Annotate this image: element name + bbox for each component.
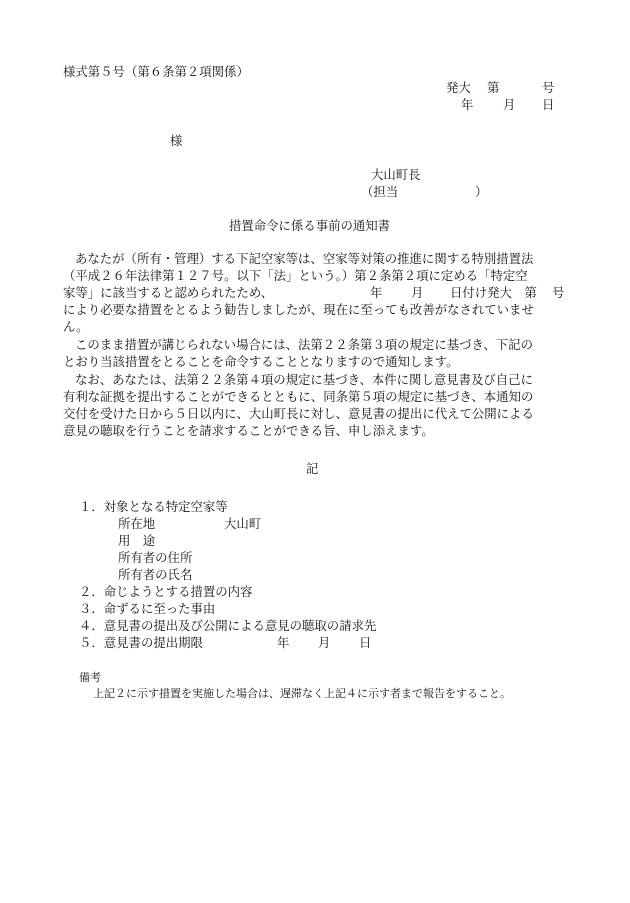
remarks-text: 上記２に示す措置を実施した場合は、遅滞なく上記４に示す者まで報告をすること。 bbox=[93, 687, 511, 700]
date-month: 月 bbox=[503, 97, 516, 112]
body-line: により必要な措置をとるよう勧告しましたが、現在に至っても改善がなされていませ bbox=[63, 302, 534, 317]
sender-title: 大山町長 bbox=[371, 167, 421, 182]
form-number: 様式第５号（第６条第２項関係） bbox=[63, 64, 249, 79]
body-month: 月 bbox=[411, 285, 424, 300]
doc-number-go: 号 bbox=[542, 80, 555, 95]
body-line: とおり当該措置をとることを命令することとなりますので通知します。 bbox=[63, 354, 459, 369]
body-go: 号 bbox=[552, 285, 565, 300]
item-5-year: 年 bbox=[277, 635, 290, 650]
doc-number-dai: 第 bbox=[487, 80, 500, 95]
item-1-owner-address: 所有者の住所 bbox=[118, 550, 193, 565]
body-line: 家等」に該当すると認められたため、 bbox=[63, 285, 274, 300]
item-5: ５．意見書の提出期限 bbox=[79, 635, 203, 650]
body-year: 年 bbox=[370, 285, 383, 300]
item-1-owner-name: 所有者の氏名 bbox=[118, 567, 193, 582]
document-title: 措置命令に係る事前の通知書 bbox=[229, 218, 391, 233]
ki-heading: 記 bbox=[306, 461, 319, 476]
sender-contact-open: （担当 bbox=[361, 184, 399, 199]
remarks-heading: 備考 bbox=[79, 671, 101, 684]
date-year: 年 bbox=[461, 97, 474, 112]
body-line: ん。 bbox=[63, 319, 89, 334]
item-1-use-label: 用 途 bbox=[118, 533, 156, 548]
sender-contact-close: ） bbox=[475, 184, 488, 199]
item-4: ４．意見書の提出及び公開による意見の聴取の請求先 bbox=[79, 618, 377, 633]
body-line: 日付け発大 第 bbox=[450, 285, 537, 300]
item-1-location-value: 大山町 bbox=[224, 516, 262, 531]
body-line: 意見の聴取を行うことを請求することができる旨、申し添えます。 bbox=[63, 423, 434, 438]
item-1-location-label: 所在地 bbox=[118, 516, 156, 531]
body-line: （平成２６年法律第１２７号。以下「法」という。）第２条第２項に定める「特定空 bbox=[63, 268, 528, 283]
item-3: ３．命ずるに至った事由 bbox=[79, 601, 216, 616]
item-5-day: 日 bbox=[359, 635, 372, 650]
item-2: ２．命じようとする措置の内容 bbox=[79, 584, 253, 599]
doc-number-prefix: 発大 bbox=[446, 80, 471, 95]
body-line: このまま措置が講じられない場合には、法第２２条第３項の規定に基づき、下記の bbox=[75, 337, 533, 352]
body-line: なお、あなたは、法第２２条第４項の規定に基づき、本件に関し意見書及び自己に bbox=[75, 372, 533, 387]
date-day: 日 bbox=[542, 97, 555, 112]
body-line: 交付を受けた日から５日以内に、大山町長に対し、意見書の提出に代えて公開による bbox=[63, 406, 534, 421]
addressee-sama: 様 bbox=[170, 133, 183, 148]
body-line: 有利な証拠を提出することができるとともに、同条第５項の規定に基づき、本通知の bbox=[63, 389, 534, 404]
item-5-month: 月 bbox=[318, 635, 331, 650]
item-1: １．対象となる特定空家等 bbox=[79, 499, 228, 514]
body-line: あなたが（所有・管理）する下記空家等は、空家等対策の推進に関する特別措置法 bbox=[75, 251, 534, 266]
